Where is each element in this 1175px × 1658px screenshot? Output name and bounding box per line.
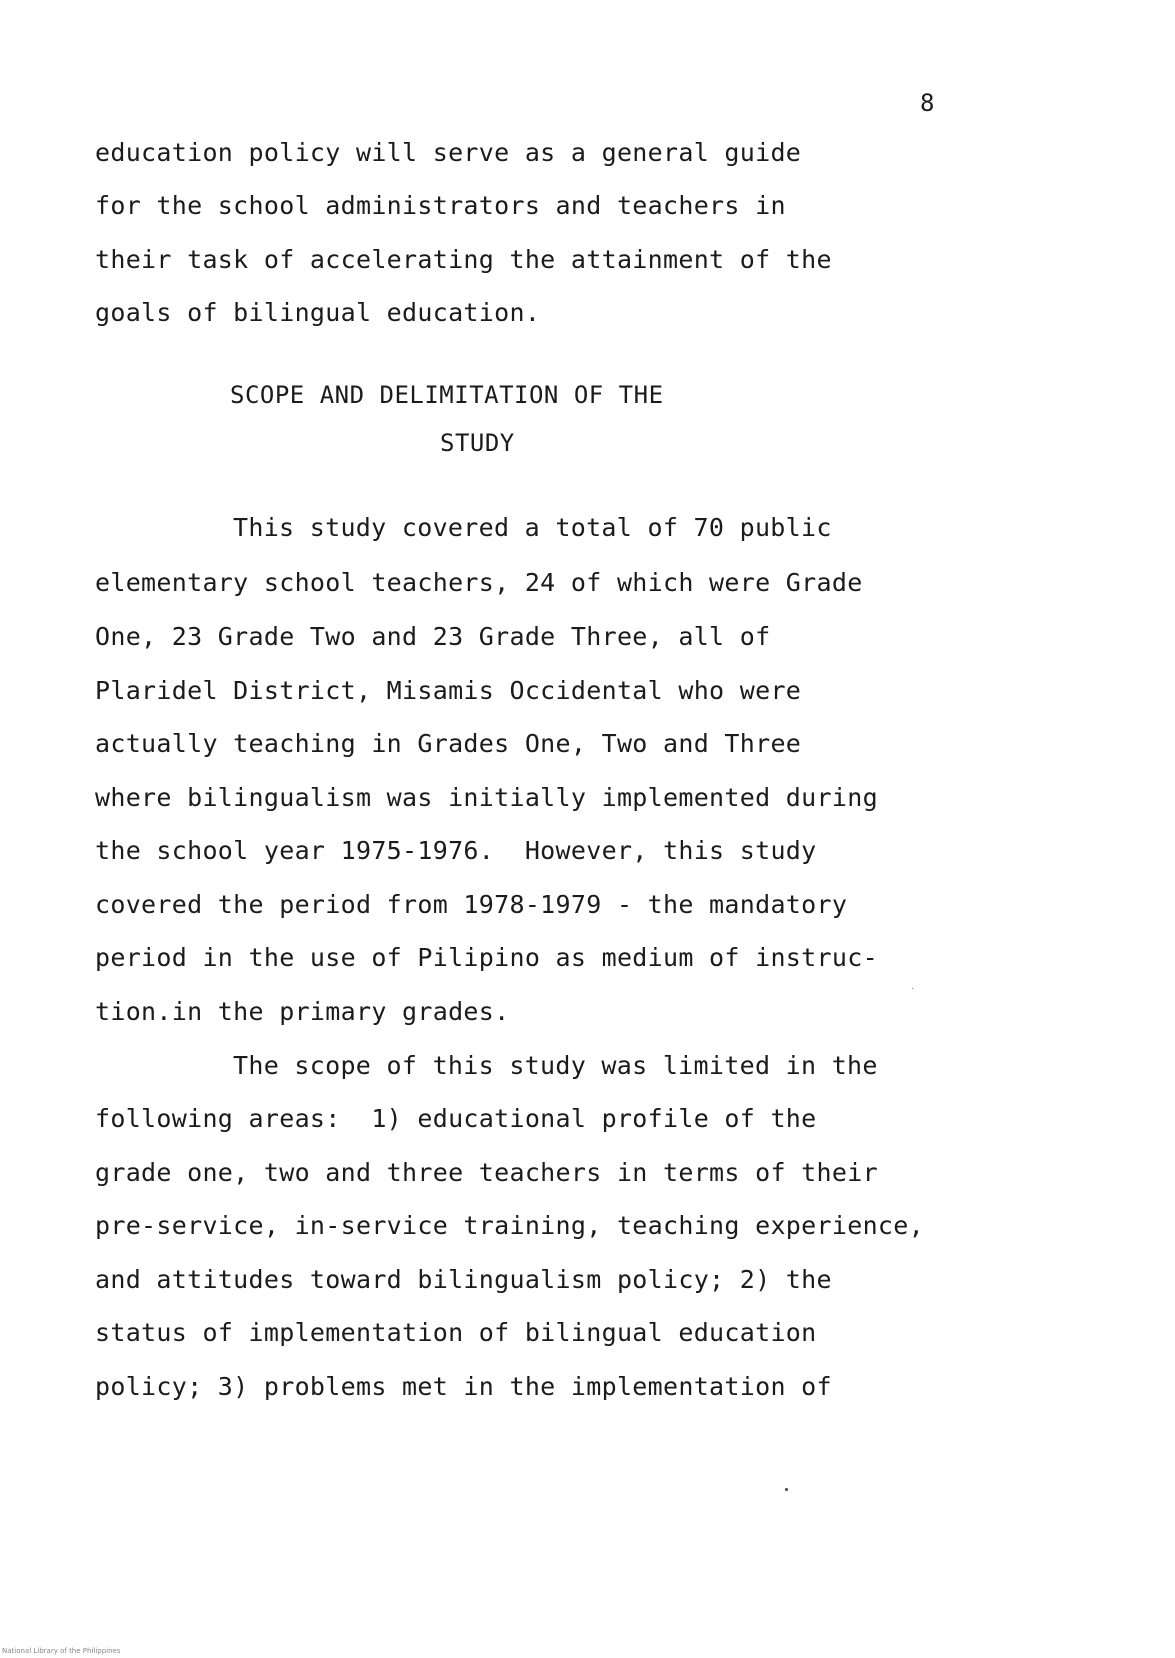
section-heading-line-1: SCOPE AND DELIMITATION OF THE: [230, 381, 664, 409]
text-line: and attitudes toward bilingualism policy; 2) the: [95, 1265, 832, 1294]
text-line: status of implementation of bilingual education: [95, 1318, 817, 1347]
text-line: goals of bilingual education.: [95, 298, 541, 327]
text-line: covered the period from 1978-1979 - the mandatory: [95, 890, 848, 919]
text-line: One, 23 Grade Two and 23 Grade Three, all of: [95, 622, 771, 651]
text-line: elementary school teachers, 24 of which were Grade: [95, 568, 863, 597]
section-heading-line-2: STUDY: [440, 429, 515, 457]
text-line: education policy will serve as a general guide: [95, 138, 802, 167]
text-line: period in the use of Pilipino as medium of instruc-: [95, 943, 878, 972]
text-line: Plaridel District, Misamis Occidental who were: [95, 676, 802, 705]
text-line: the school year 1975-1976. However, this study: [95, 836, 817, 865]
text-line: where bilingualism was initially implemented during: [95, 783, 878, 812]
scan-speck: [785, 1488, 788, 1491]
page-number: 8: [920, 89, 935, 117]
text-line: following areas: 1) educational profile of the: [95, 1104, 817, 1133]
text-line: for the school administrators and teachers in: [95, 191, 786, 220]
text-line: This study covered a total of 70 public: [233, 513, 832, 542]
text-line: policy; 3) problems met in the implementation of: [95, 1372, 832, 1401]
footer-watermark: National Library of the Philippines: [2, 1647, 121, 1655]
text-line: their task of accelerating the attainment of the: [95, 245, 832, 274]
text-line: actually teaching in Grades One, Two and Three: [95, 729, 802, 758]
scan-speck: [912, 988, 913, 989]
text-line: grade one, two and three teachers in terms of their: [95, 1158, 878, 1187]
text-line: The scope of this study was limited in the: [233, 1051, 878, 1080]
text-line: pre-service, in-service training, teaching experience,: [95, 1211, 924, 1240]
text-line: tion.in the primary grades.: [95, 997, 510, 1026]
